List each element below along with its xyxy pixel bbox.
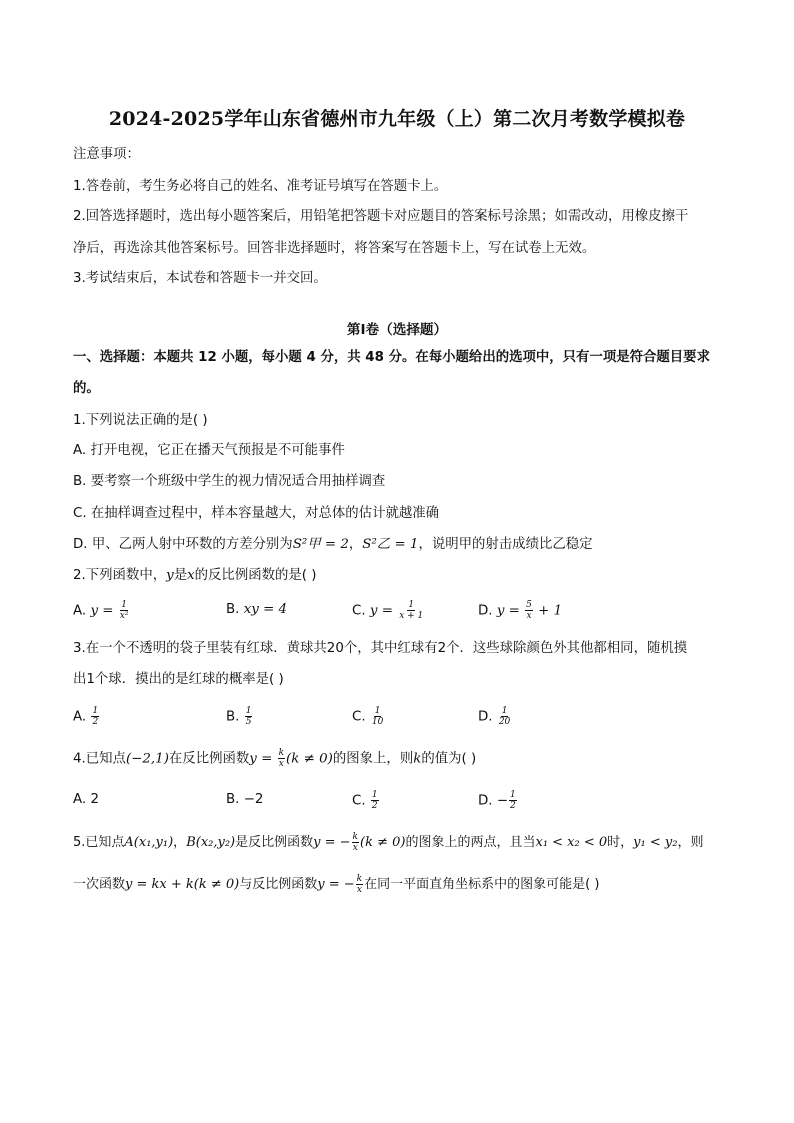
q3-a-num: 1 <box>92 706 99 716</box>
q5-stem-mid: 是反比例函数 <box>235 835 314 850</box>
q5-sep: ， <box>173 835 187 850</box>
q5-stem-end: ，则 <box>677 835 704 850</box>
q4-func-fraction <box>278 748 285 769</box>
q2-a-fraction <box>119 600 130 621</box>
q5-l2-text: 一次函数 <box>73 877 126 892</box>
q2-d-fraction <box>525 600 533 621</box>
q4-option-a: A. 2 <box>73 792 99 807</box>
q5-l2-func-lhs: y = − <box>317 877 355 892</box>
q3-c-den: 10 <box>371 717 384 727</box>
q1-stem: 1.下列说法正确的是( ) <box>73 413 208 428</box>
q3-b-fraction <box>245 706 253 727</box>
q1-option-a: A. 打开电视，它正在播天气预报是不可能事件 <box>73 443 345 458</box>
q5-linear-func: y = kx + k(k ≠ 0) <box>125 877 240 892</box>
q5-point-a: A(x₁,y₁) <box>124 835 174 850</box>
q2-option-b <box>226 600 287 620</box>
q3-option-b <box>226 706 253 728</box>
q2-d-label: D. <box>478 603 497 619</box>
q4-c-den: 2 <box>371 801 378 811</box>
q2-var-y: y <box>166 568 174 583</box>
q3-d-label: D. <box>478 709 497 725</box>
q2-c-den: x + 1 <box>399 611 424 621</box>
q3-b-label: B. <box>226 709 244 725</box>
q3-b-num: 1 <box>245 706 252 716</box>
q3-a-label: A. <box>73 709 91 725</box>
q4-stem-end: 的值为( ) <box>421 751 477 767</box>
part1-instructions <box>73 349 710 367</box>
q3-a-den: 2 <box>92 717 99 727</box>
q4-point: (−2,1) <box>125 751 169 767</box>
q4-func-num: k <box>278 748 285 758</box>
q5-func-den: x <box>352 843 358 853</box>
q4-c-num: 1 <box>371 790 378 800</box>
q4-c-fraction <box>371 790 379 811</box>
q2-stem-text: 2.下列函数中， <box>73 568 167 583</box>
q4-func-den: x <box>278 759 284 769</box>
q3-d-den: 20 <box>498 717 511 727</box>
q3-d-num: 1 <box>501 706 508 716</box>
q4-stem-mid: 在反比例函数 <box>168 751 250 767</box>
q4-stem <box>73 748 476 770</box>
q4-d-den: 2 <box>510 801 516 811</box>
q3-c-num: 1 <box>374 706 381 716</box>
q2-var-x: x <box>187 568 195 583</box>
q2-b-label: B. <box>226 602 244 617</box>
q4-d-fraction <box>509 790 517 811</box>
q2-option-a <box>73 600 130 622</box>
q2-d-num: 5 <box>526 600 532 610</box>
q2-d-den: x <box>526 611 532 621</box>
q5-condition: (k ≠ 0) <box>360 835 406 850</box>
q1-d-variance-yi: S²乙 = 1 <box>362 537 419 552</box>
q5-stem-text: 5.已知点 <box>73 835 125 850</box>
q3-b-den: 5 <box>245 717 252 727</box>
q2-d-tail: + 1 <box>533 603 563 619</box>
q4-stem-mid2: 的图象上，则 <box>332 751 414 767</box>
q5-l2-den: x <box>356 885 362 895</box>
q2-c-num: 1 <box>408 600 415 610</box>
q5-l2-fraction <box>356 874 363 895</box>
q5-func-lhs: y = − <box>313 835 351 850</box>
q5-stem-mid3: 时， <box>607 835 634 850</box>
q5-stem-mid2: 的图象上的两点，且当 <box>405 835 536 850</box>
q3-option-c <box>352 706 385 728</box>
q5-func-fraction <box>352 832 359 853</box>
q4-stem-text: 4.已知点 <box>73 751 126 767</box>
notice-item-2-cont: 净后，再选涂其他答案标号。回答非选择题时，将答案写在答题卡上，写在试卷上无效。 <box>73 241 596 256</box>
q2-c-fraction <box>398 600 424 621</box>
q2-option-d <box>478 600 562 622</box>
q3-stem-line2: 出1个球．摸出的是红球的概率是( ) <box>73 672 284 687</box>
q1-option-d <box>73 536 593 554</box>
notice-item-3: 3.考试结束后，本试卷和答题卡一并交回。 <box>73 271 327 286</box>
q2-a-lhs: y = <box>90 603 118 619</box>
part1-label: 一、选择题： <box>73 350 154 365</box>
q4-func-lhs: y = <box>249 751 277 767</box>
q5-l2-mid: 与反比例函数 <box>239 877 318 892</box>
q5-func-num: k <box>352 832 359 842</box>
q1-option-b: B. 要考察一个班级中学生的视力情况适合用抽样调查 <box>73 474 386 489</box>
q2-a-num: 1 <box>121 600 127 610</box>
q5-inequality-y: y₁ < y₂ <box>633 835 678 850</box>
q3-d-fraction <box>498 706 511 727</box>
q1-option-c: C. 在抽样调查过程中，样本容量越大，对总体的估计就越准确 <box>73 506 440 521</box>
q4-d-label: D. − <box>478 793 509 809</box>
q4-option-d <box>478 790 518 812</box>
part1-instructions-cont: 的。 <box>73 381 100 396</box>
q1-d-sep: ， <box>348 537 363 552</box>
q5-stem-line2 <box>73 874 599 895</box>
q5-l2-end: 在同一平面直角坐标系中的图象可能是( ) <box>364 877 600 892</box>
q5-l2-num: k <box>356 874 363 884</box>
notice-item-2: 2.回答选择题时，选出每小题答案后，用铅笔把答题卡对应题目的答案标号涂黑；如需改动，用橡皮擦干 <box>73 209 689 224</box>
q2-a-den: x² <box>119 611 129 621</box>
notice-item-1: 1.答卷前，考生务必将自己的姓名、准考证号填写在答题卡上。 <box>73 179 448 194</box>
notice-heading: 注意事项： <box>73 147 140 162</box>
q4-condition: (k ≠ 0) <box>286 751 333 767</box>
q2-stem <box>73 567 317 585</box>
q3-c-label: C. <box>352 709 370 725</box>
q3-stem-line1: 3.在一个不透明的袋子里装有红球．黄球共20个，其中红球有2个．这些球除颜色外其他都相同，随机摸 <box>73 641 688 656</box>
q5-point-b: B(x₂,y₂) <box>186 835 236 850</box>
q2-d-lhs: y = <box>496 603 525 619</box>
q4-d-num: 1 <box>510 790 516 800</box>
q2-b-expr: xy = 4 <box>243 602 288 617</box>
q2-stem-mid: 是 <box>173 568 188 583</box>
q3-a-fraction <box>91 706 99 727</box>
q2-stem-end: 的反比例函数的是( ) <box>194 568 317 583</box>
q1-d-variance-jia: S²甲 = 2 <box>292 537 349 552</box>
q2-c-lhs: y = <box>369 603 398 619</box>
q4-var-k: k <box>413 751 422 767</box>
exam-title: 2024-2025学年山东省德州市九年级（上）第二次月考数学模拟卷 <box>108 108 686 130</box>
q3-option-d <box>478 706 512 728</box>
q2-c-label: C. <box>352 603 370 619</box>
q3-option-a <box>73 706 100 728</box>
q1-d-text-end: ，说明甲的射击成绩比乙稳定 <box>418 537 593 552</box>
q3-c-fraction <box>371 706 384 727</box>
q2-a-label: A. <box>73 603 91 619</box>
q4-option-b: B. −2 <box>226 792 264 807</box>
q4-option-c <box>352 790 380 812</box>
q2-option-c <box>352 600 425 622</box>
section-title: 第I卷（选择题） <box>346 322 448 338</box>
q4-c-label: C. <box>352 793 370 809</box>
q5-inequality-x: x₁ < x₂ < 0 <box>535 835 608 850</box>
q1-d-text: D. 甲、乙两人射中环数的方差分别为 <box>73 537 293 552</box>
q5-stem-line1 <box>73 832 703 853</box>
part1-text: 本题共 12 小题，每小题 4 分，共 48 分。在每小题给出的选项中，只有一项是符合题目要求 <box>153 350 710 365</box>
